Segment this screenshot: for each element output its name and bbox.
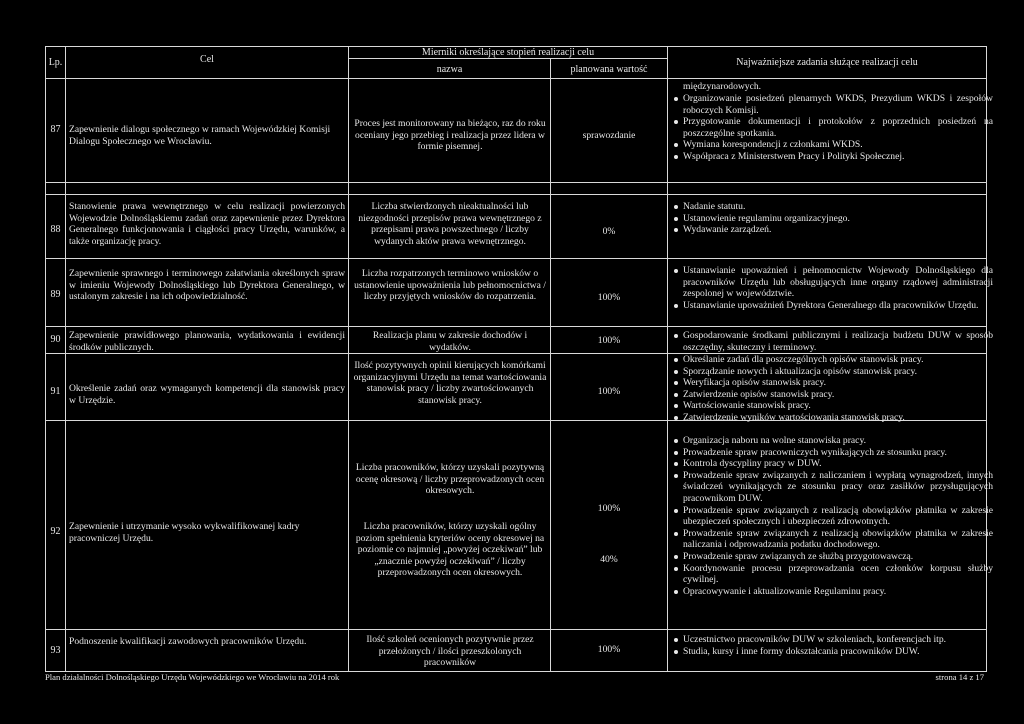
row-90-wartosc: 100% — [597, 335, 621, 346]
task-item: Koordynowanie procesu przeprowadzania ocen członków korpusu służby cywilnej. — [683, 562, 993, 586]
col-line — [667, 46, 668, 672]
task-item: Prowadzenie spraw związanych z realizacją obowiązków płatnika w zakresie naliczania i odprowadzania podatku dochodowego. — [683, 527, 993, 551]
row-93-nazwa: Ilość szkoleń ocenionych pozytywnie przez przełożonych / ilości przeszkolonych pracowników — [366, 634, 534, 669]
row-89-wartosc: 100% — [597, 292, 621, 303]
row-88-nazwa: Liczba stwierdzonych nieaktualności lub niezgodności przepisów prawa wewnętrznego z przepisami prawa powszechnego / liczby wydanych aktów prawa wewnętrznego. — [358, 201, 542, 247]
row-87-lp: 87 — [50, 124, 61, 135]
row-line — [45, 182, 987, 183]
row-88-cel: Stanowienie prawa wewnętrznego w celu realizacji powierzonych Wojewodzie Dolnośląskiemu zadań oraz zapewnienie przez Dyrektora Generalnego funkcjonowania i ciągłości pracy Urzędu, warunków, a także organizację pracy. — [69, 201, 345, 247]
task-item: Studia, kursy i inne formy dokształcania pracowników DUW. — [683, 646, 993, 658]
task-item: Weryfikacja opisów stanowisk pracy. — [683, 377, 993, 389]
row-line — [45, 194, 987, 195]
page-number: strona 14 z 17 — [935, 672, 984, 682]
footer-title: Plan działalności Dolnośląskiego Urzędu Wojewódzkiego we Wrocławiu na 2014 rok — [45, 672, 340, 682]
row-88-lp: 88 — [50, 224, 61, 235]
col-line — [65, 46, 66, 672]
task-item: Opracowywanie i aktualizowanie Regulaminu pracy. — [683, 586, 993, 598]
row-87-cel: Zapewnienie dialogu społecznego w ramach Wojewódzkiej Komisji Dialogu Społecznego we Wrocławiu. — [69, 124, 331, 147]
row-87-nazwa: Proces jest monitorowany na bieżąco, raz do roku oceniany jego przebieg i realizacja przez lidera w formie pisemnej. — [354, 118, 546, 153]
task-item: Współpraca z Ministerstwem Pracy i Polityki Społecznej. — [683, 151, 993, 163]
task-item: Prowadzenie spraw pracowniczych wynikających ze stosunku pracy. — [683, 447, 993, 459]
table-border-left — [45, 46, 46, 672]
task-item: Ustanawianie upoważnień Dyrektora Generalnego dla pracowników Urzędu. — [683, 300, 993, 312]
row-88-wartosc: 0% — [602, 226, 616, 237]
row-89-lp: 89 — [50, 289, 61, 300]
row-92-nazwa-2: Liczba pracowników, którzy uzyskali ogólny poziom spełnienia kryteriów oceny okresowej na poziomie co najmniej „powyżej oczekiwań” lub „znacznie powyżej oczekiwań” / liczby przeprowadzonych ocen okresowych. — [355, 521, 545, 579]
row-87-wartosc: sprawozdanie — [582, 130, 636, 141]
header-bottom-line — [45, 78, 987, 79]
task-item: Gospodarowanie środkami publicznymi i realizacja budżetu DUW w sposób oszczędny, skuteczny i terminowy. — [683, 330, 993, 353]
row-93-wartosc: 100% — [597, 644, 621, 655]
row-91-lp: 91 — [50, 386, 61, 397]
row-90-cel: Zapewnienie prawidłowego planowania, wydatkowania i ewidencji środków publicznych. — [69, 330, 345, 353]
row-93-cel: Podnoszenie kwalifikacji zawodowych pracowników Urzędu. — [69, 636, 307, 647]
header-mierniki: Mierniki określające stopień realizacji celu — [421, 47, 595, 58]
task-item: Uczestnictwo pracowników DUW w szkoleniach, konferencjach itp. — [683, 634, 993, 646]
row-88-tasks — [671, 201, 993, 236]
row-92-nazwa-1: Liczba pracowników, którzy uzyskali pozytywną ocenę okresową / liczby przeprowadzonych ocen okresowych. — [355, 462, 545, 497]
row-87-tasks — [671, 93, 993, 163]
header-planowana: planowana wartość — [570, 64, 648, 75]
task-item: Określanie zadań dla poszczególnych opisów stanowisk pracy. — [683, 354, 993, 366]
task-item: Prowadzenie spraw związanych ze służbą przygotowawczą. — [683, 551, 993, 563]
row-90-lp: 90 — [50, 334, 61, 345]
task-item: Kontrola dyscypliny pracy w DUW. — [683, 458, 993, 470]
task-item: Wydawanie zarządzeń. — [683, 224, 993, 236]
task-item: Wymiana korespondencji z członkami WKDS. — [683, 139, 993, 151]
task-item: Organizowanie posiedzeń plenarnych WKDS, Prezydium WKDS i zespołów roboczych Komisji. — [683, 93, 993, 116]
row-92-wartosc-2: 40% — [600, 554, 618, 565]
row-line — [45, 326, 987, 327]
task-item: Prowadzenie spraw związanych z realizacją obowiązków płatnika w zakresie ubezpieczeń społecznych i ubezpieczeń zdrowotnych. — [683, 504, 993, 528]
row-87-lead: międzynarodowych. — [683, 81, 762, 92]
task-item: Przygotowanie dokumentacji i protokołów z poprzednich posiedzeń na poszczególne spotkania. — [683, 116, 993, 139]
row-91-nazwa: Ilość pozytywnych opinii kierujących komórkami organizacyjnymi Urzędu na temat wartościowania stanowisk pracy / liczby zwartościowanych stanowisk pracy. — [353, 360, 547, 406]
document-table — [45, 44, 993, 684]
task-item: Wartościowanie stanowisk pracy. — [683, 400, 993, 412]
task-item: Ustanowienie regulaminu organizacyjnego. — [683, 213, 993, 225]
row-92-tasks — [671, 435, 993, 597]
row-89-nazwa: Liczba rozpatrzonych terminowo wniosków o ustanowienie upoważnienia lub pełnomocnictwa / liczby przyjętych wniosków do rozpatrzenia. — [354, 268, 546, 303]
col-line — [348, 46, 349, 672]
task-item: Prowadzenie spraw związanych z naliczaniem i wypłatą wynagrodzeń, innych świadczeń wynikających ze stosunku pracy oraz zasiłków przysługujących pracownikom DUW. — [683, 469, 993, 504]
task-item: Ustanawianie upoważnień i pełnomocnictw Wojewody Dolnośląskiego dla pracowników Urzędu lub obsługujących inne organy rządowej administracji zespolonej w województwie. — [683, 265, 993, 300]
header-cel: Cel — [200, 54, 214, 65]
task-item: Zatwierdzenie opisów stanowisk pracy. — [683, 389, 993, 401]
row-90-tasks — [671, 330, 993, 353]
task-item: Sporządzanie nowych i aktualizacja opisów stanowisk pracy. — [683, 366, 993, 378]
header-nazwa: nazwa — [436, 64, 463, 75]
task-item: Zatwierdzenie wyników wartościowania stanowisk pracy. — [683, 412, 993, 424]
header-lp: Lp. — [48, 57, 63, 68]
row-line — [45, 629, 987, 630]
row-89-cel: Zapewnienie sprawnego i terminowego załatwiania określonych spraw w imieniu Wojewody Dolnośląskiego lub Dyrektora Generalnego, w ustalonym zakresie i na ich odpowiedzialność. — [69, 268, 345, 303]
row-91-tasks — [671, 354, 993, 424]
row-line — [45, 258, 987, 259]
row-91-wartosc: 100% — [597, 386, 621, 397]
task-item: Organizacja naboru na wolne stanowiska pracy. — [683, 435, 993, 447]
header-zadania: Najważniejsze zadania służące realizacji celu — [736, 57, 918, 68]
row-92-wartosc-1: 100% — [597, 503, 621, 514]
row-90-nazwa: Realizacja planu w zakresie dochodów i wydatków. — [372, 330, 528, 353]
row-91-cel: Określenie zadań oraz wymaganych kompetencji dla stanowisk pracy w Urzędzie. — [69, 383, 345, 406]
col-line — [550, 58, 551, 672]
row-93-tasks — [671, 634, 993, 657]
row-93-lp: 93 — [50, 645, 61, 656]
task-item: Nadanie statutu. — [683, 201, 993, 213]
row-89-tasks — [671, 265, 993, 311]
row-92-lp: 92 — [50, 526, 61, 537]
row-92-cel: Zapewnienie i utrzymanie wysoko wykwalifikowanej kadry pracowniczej Urzędu. — [69, 521, 300, 544]
